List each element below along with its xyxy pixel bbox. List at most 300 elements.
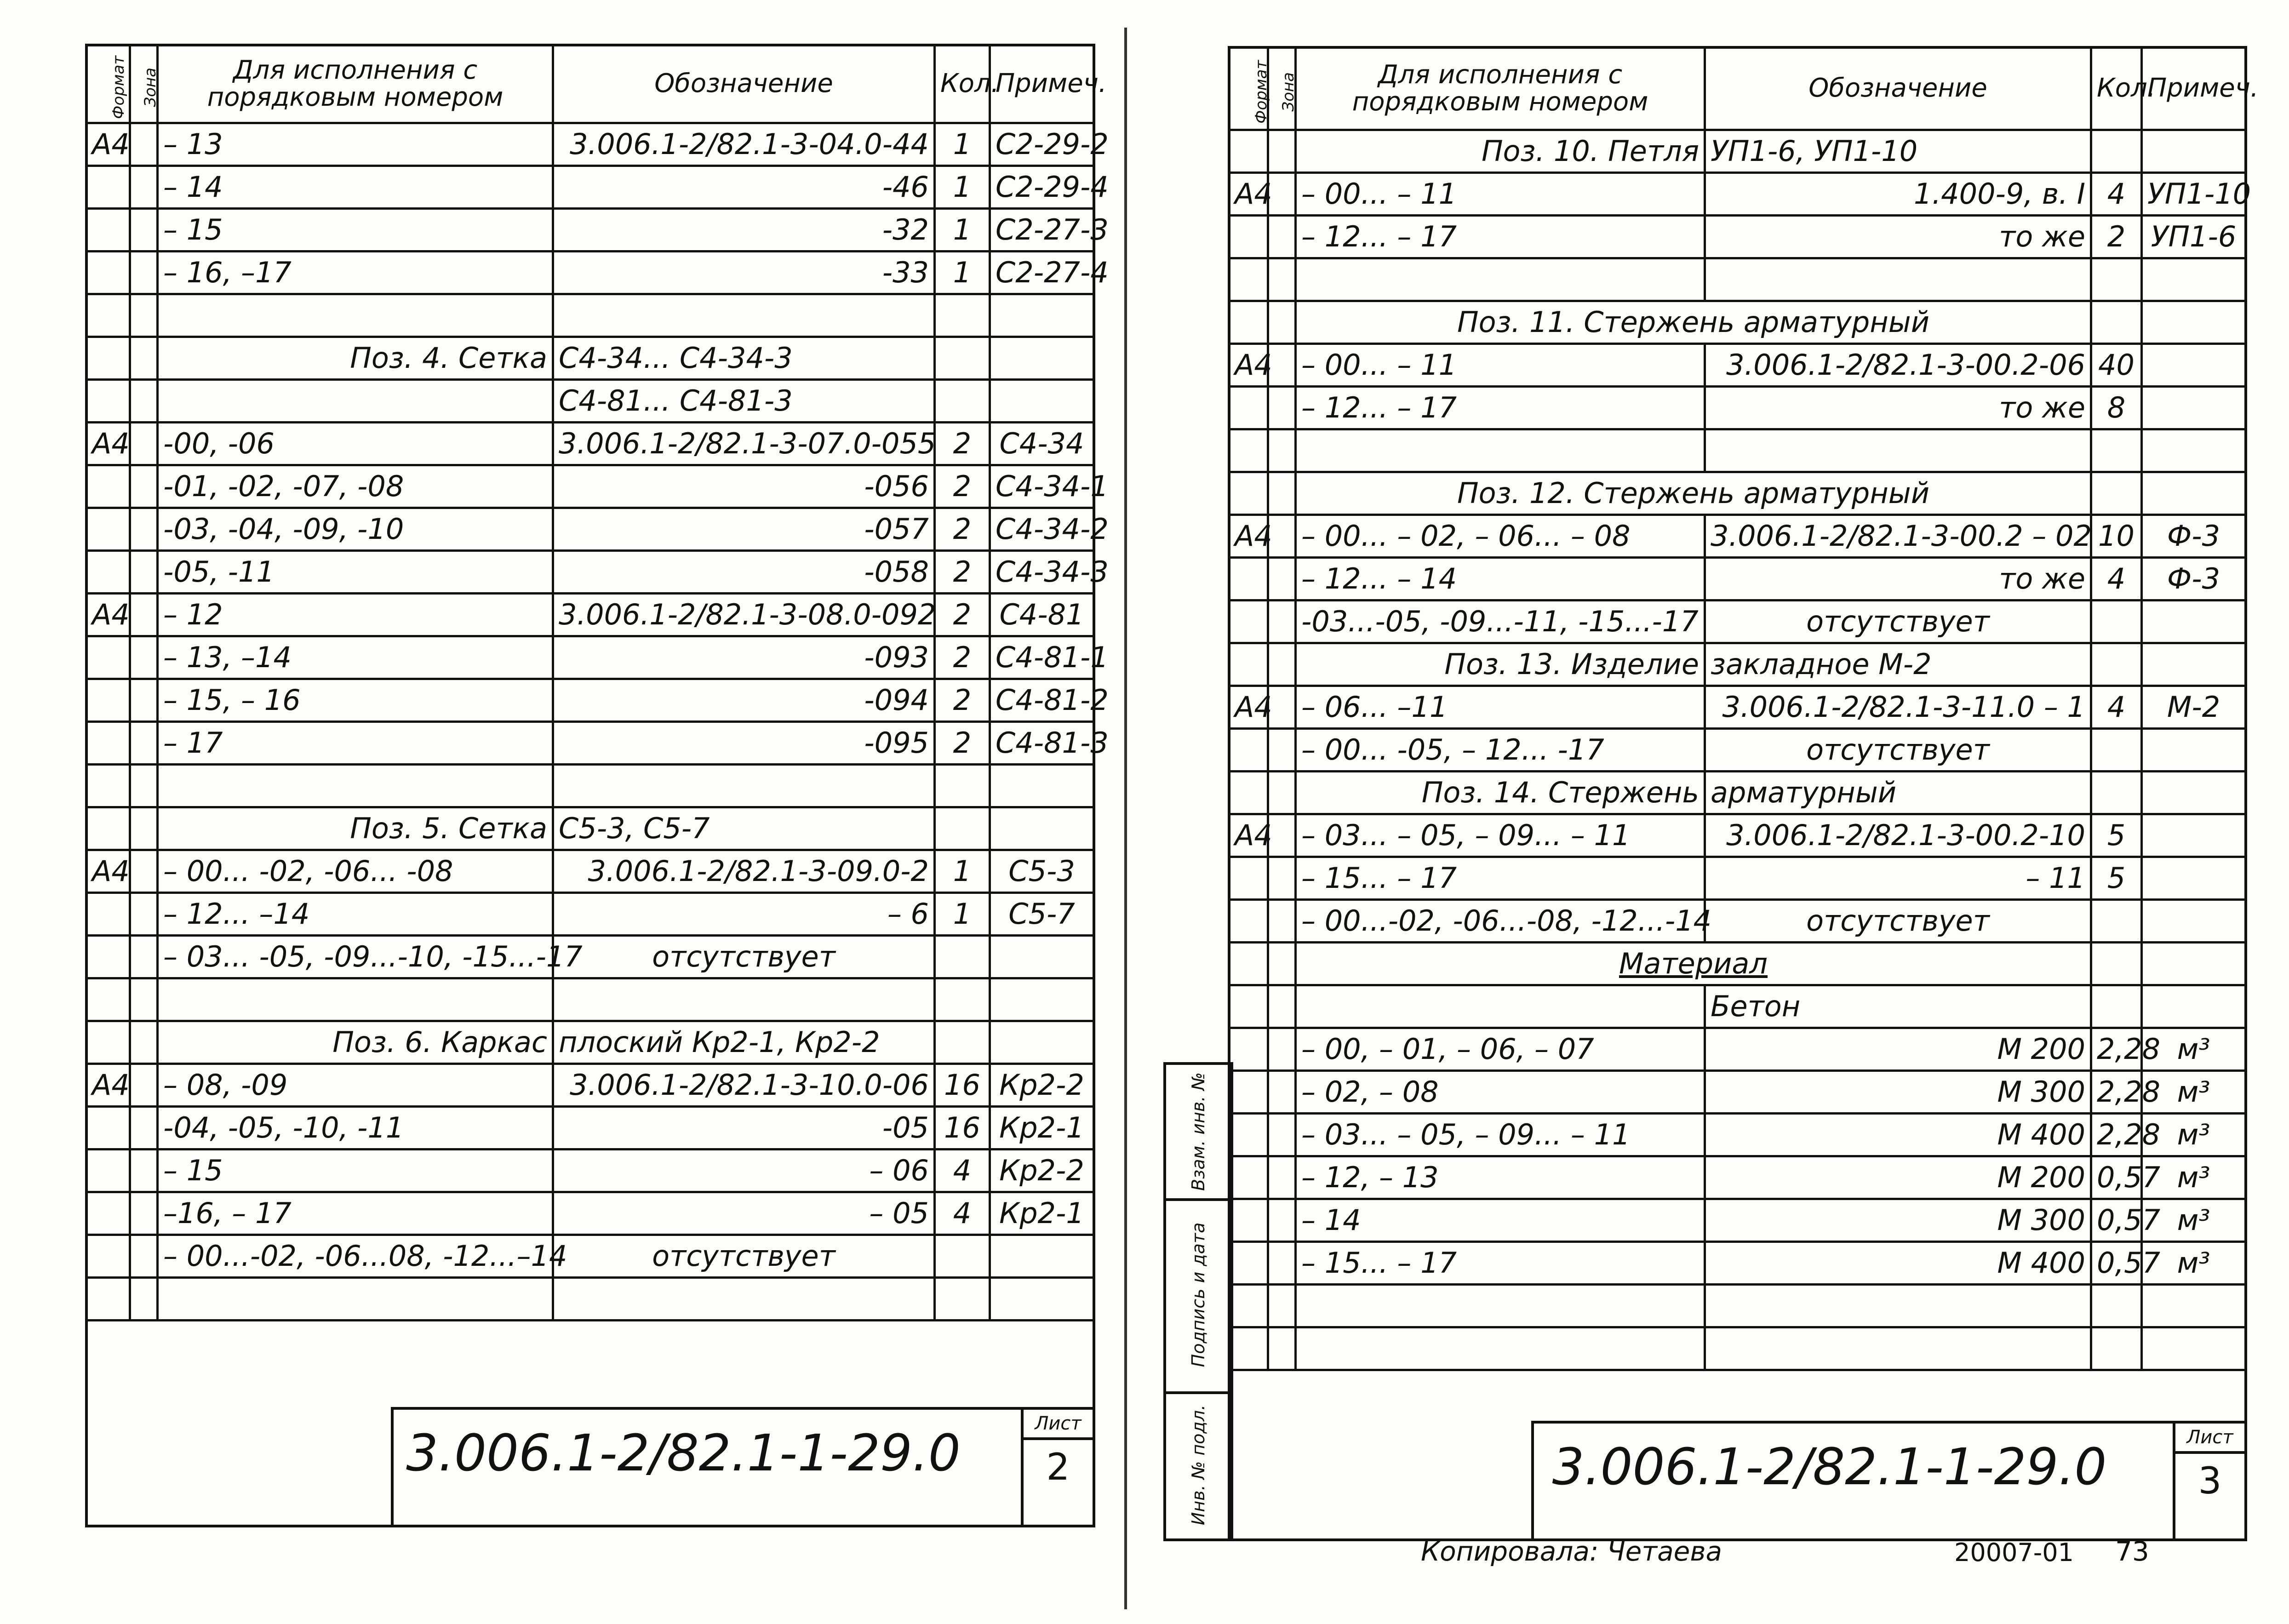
table-row bbox=[86, 294, 1094, 337]
cell-variant: – 03... – 05, – 09... – 11 bbox=[1296, 814, 1705, 857]
cell-variant bbox=[1296, 258, 1705, 301]
cell-format bbox=[1229, 1028, 1268, 1071]
table-row bbox=[1229, 1028, 2246, 1071]
cell-format bbox=[1229, 258, 1268, 301]
table-row bbox=[86, 850, 1094, 893]
cell-zone bbox=[1268, 1242, 1296, 1285]
cell-qty: 10 bbox=[2091, 515, 2142, 558]
cell-variant: – 15... – 17 bbox=[1296, 857, 1705, 900]
cell-note bbox=[990, 1278, 1094, 1321]
sheet-number: 3 bbox=[2173, 1451, 2244, 1538]
cell-qty bbox=[935, 380, 990, 423]
cell-qty: 1 bbox=[935, 166, 990, 209]
cell-designation bbox=[1705, 1327, 2091, 1370]
cell-designation bbox=[553, 1278, 935, 1321]
cell-note: С2-27-3 bbox=[990, 209, 1094, 252]
cell-format bbox=[1229, 1327, 1268, 1370]
cell-variant bbox=[158, 1278, 553, 1321]
cell-designation: С5-3, С5-7 bbox=[553, 807, 935, 850]
cell-qty bbox=[935, 807, 990, 850]
cell-variant: – 00... -05, – 12... -17 bbox=[1296, 729, 1705, 772]
table-row bbox=[1229, 985, 2246, 1028]
sheet-number: 2 bbox=[1021, 1437, 1093, 1525]
cell-note: Кр2-1 bbox=[990, 1192, 1094, 1235]
cell-note: м³ bbox=[2142, 1114, 2246, 1156]
cell-qty bbox=[2091, 772, 2142, 814]
cell-qty bbox=[2091, 643, 2142, 686]
col-zone-header: Зона bbox=[1268, 47, 1296, 130]
cell-designation: М 200 bbox=[1705, 1156, 2091, 1199]
cell-variant bbox=[1296, 1285, 1705, 1327]
cell-note: С4-81 bbox=[990, 594, 1094, 636]
col-format-header: Формат bbox=[86, 45, 130, 123]
cell-zone bbox=[130, 551, 158, 594]
cell-format bbox=[1229, 472, 1268, 515]
cell-format bbox=[86, 936, 130, 978]
cell-note bbox=[990, 765, 1094, 807]
cell-zone bbox=[1268, 943, 1296, 985]
table-row bbox=[1229, 729, 2246, 772]
cell-zone bbox=[1268, 643, 1296, 686]
cell-zone bbox=[1268, 772, 1296, 814]
document-code: 3.006.1-2/82.1-1-29.0 bbox=[406, 1424, 961, 1482]
table-row bbox=[86, 380, 1094, 423]
table-row bbox=[86, 209, 1094, 252]
cell-zone bbox=[130, 1278, 158, 1321]
cell-designation: арматурный bbox=[1705, 772, 2091, 814]
cell-format bbox=[86, 1149, 130, 1192]
cell-qty bbox=[2091, 130, 2142, 173]
cell-note bbox=[2142, 900, 2246, 943]
cell-zone bbox=[130, 465, 158, 508]
cell-designation: – 05 bbox=[553, 1192, 935, 1235]
cell-qty bbox=[935, 337, 990, 380]
side-stamp-column bbox=[1163, 1062, 1233, 1541]
cell-format bbox=[86, 252, 130, 294]
cell-zone bbox=[130, 252, 158, 294]
cell-note bbox=[2142, 600, 2246, 643]
cell-zone bbox=[130, 508, 158, 551]
cell-note bbox=[2142, 814, 2246, 857]
cell-zone bbox=[1268, 258, 1296, 301]
cell-qty: 2 bbox=[935, 679, 990, 722]
cell-format: А4 bbox=[1229, 344, 1268, 387]
cell-qty: 2,28 bbox=[2091, 1114, 2142, 1156]
table-row bbox=[86, 936, 1094, 978]
cell-variant: Поз. 10. Петля bbox=[1296, 130, 1705, 173]
table-row bbox=[1229, 1114, 2246, 1156]
table-row bbox=[86, 722, 1094, 765]
cell-variant: – 00...-02, -06...-08, -12...-14 bbox=[1296, 900, 1705, 943]
cell-variant: – 16, –17 bbox=[158, 252, 553, 294]
table-row bbox=[1229, 1327, 2246, 1370]
table-row bbox=[1229, 772, 2246, 814]
cell-format bbox=[86, 508, 130, 551]
cell-note: М-2 bbox=[2142, 686, 2246, 729]
table-row bbox=[1229, 1285, 2246, 1327]
cell-zone bbox=[1268, 1156, 1296, 1199]
cell-designation: то же bbox=[1705, 387, 2091, 429]
cell-zone bbox=[1268, 216, 1296, 258]
col-designation-header: Обозначение bbox=[553, 45, 935, 123]
cell-format bbox=[86, 209, 130, 252]
cell-designation: закладное М-2 bbox=[1705, 643, 2091, 686]
cell-variant: – 08, -09 bbox=[158, 1064, 553, 1107]
table-row bbox=[1229, 686, 2246, 729]
col-designation-header: Обозначение bbox=[1705, 47, 2091, 130]
cell-format bbox=[86, 893, 130, 936]
cell-zone bbox=[130, 294, 158, 337]
cell-variant: – 00... – 11 bbox=[1296, 173, 1705, 216]
cell-designation: -058 bbox=[553, 551, 935, 594]
cell-zone bbox=[1268, 600, 1296, 643]
table-row bbox=[1229, 943, 2246, 985]
cell-variant: – 03... -05, -09...-10, -15...-17 bbox=[158, 936, 553, 978]
cell-qty bbox=[2091, 472, 2142, 515]
table-row bbox=[1229, 130, 2246, 173]
cell-designation: -33 bbox=[553, 252, 935, 294]
cell-note bbox=[2142, 429, 2246, 472]
cell-note: Кр2-2 bbox=[990, 1064, 1094, 1107]
cell-designation bbox=[553, 294, 935, 337]
cell-variant: -00, -06 bbox=[158, 423, 553, 465]
cell-note bbox=[2142, 729, 2246, 772]
cell-designation: отсутствует bbox=[1705, 600, 2091, 643]
table-row bbox=[1229, 558, 2246, 600]
cell-designation: -094 bbox=[553, 679, 935, 722]
cell-zone bbox=[130, 380, 158, 423]
cell-format bbox=[1229, 985, 1268, 1028]
cell-format bbox=[1229, 643, 1268, 686]
table-row bbox=[86, 807, 1094, 850]
table-row bbox=[1229, 643, 2246, 686]
cell-variant bbox=[158, 765, 553, 807]
cell-format: А4 bbox=[86, 850, 130, 893]
cell-variant: – 00, – 01, – 06, – 07 bbox=[1296, 1028, 1705, 1071]
cell-format bbox=[1229, 301, 1268, 344]
cell-zone bbox=[130, 636, 158, 679]
cell-variant: – 13 bbox=[158, 123, 553, 166]
cell-format bbox=[1229, 1199, 1268, 1242]
cell-qty bbox=[2091, 429, 2142, 472]
cell-note bbox=[990, 1235, 1094, 1278]
cell-variant: -04, -05, -10, -11 bbox=[158, 1107, 553, 1149]
cell-zone bbox=[1268, 387, 1296, 429]
cell-note bbox=[2142, 258, 2246, 301]
cell-variant bbox=[158, 978, 553, 1021]
cell-section-title: Материал bbox=[1296, 943, 2091, 985]
cell-zone bbox=[1268, 1285, 1296, 1327]
cell-variant: -03, -04, -09, -10 bbox=[158, 508, 553, 551]
cell-zone bbox=[1268, 472, 1296, 515]
cell-designation: -05 bbox=[553, 1107, 935, 1149]
cell-designation bbox=[553, 978, 935, 1021]
cell-note bbox=[2142, 1327, 2246, 1370]
cell-designation: М 400 bbox=[1705, 1114, 2091, 1156]
cell-qty: 2,28 bbox=[2091, 1028, 2142, 1071]
cell-designation: С4-81... С4-81-3 bbox=[553, 380, 935, 423]
cell-variant: – 14 bbox=[1296, 1199, 1705, 1242]
cell-note: Кр2-2 bbox=[990, 1149, 1094, 1192]
cell-note: Кр2-1 bbox=[990, 1107, 1094, 1149]
cell-note: м³ bbox=[2142, 1199, 2246, 1242]
cell-variant: – 02, – 08 bbox=[1296, 1071, 1705, 1114]
cell-qty: 2 bbox=[935, 551, 990, 594]
cell-zone bbox=[130, 1149, 158, 1192]
table-row bbox=[86, 1278, 1094, 1321]
cell-qty: 5 bbox=[2091, 857, 2142, 900]
table-row bbox=[86, 166, 1094, 209]
cell-qty: 16 bbox=[935, 1107, 990, 1149]
cell-zone bbox=[1268, 857, 1296, 900]
cell-format bbox=[86, 722, 130, 765]
col-note-header: Примеч. bbox=[2142, 47, 2246, 130]
cell-designation: – 11 bbox=[1705, 857, 2091, 900]
cell-note: Ф-3 bbox=[2142, 515, 2246, 558]
cell-zone bbox=[130, 850, 158, 893]
cell-note bbox=[990, 978, 1094, 1021]
cell-note: м³ bbox=[2142, 1028, 2246, 1071]
cell-note bbox=[990, 807, 1094, 850]
cell-qty: 2 bbox=[935, 722, 990, 765]
cell-note: С4-34-3 bbox=[990, 551, 1094, 594]
cell-designation: 3.006.1-2/82.1-3-11.0 – 1 bbox=[1705, 686, 2091, 729]
cell-variant bbox=[1296, 1327, 1705, 1370]
cell-designation: С4-34... С4-34-3 bbox=[553, 337, 935, 380]
cell-variant bbox=[158, 380, 553, 423]
table-row bbox=[1229, 258, 2246, 301]
table-row bbox=[1229, 472, 2246, 515]
cell-format bbox=[86, 679, 130, 722]
cell-variant: – 06... –11 bbox=[1296, 686, 1705, 729]
cell-format bbox=[1229, 1071, 1268, 1114]
cell-zone bbox=[130, 679, 158, 722]
cell-zone bbox=[1268, 130, 1296, 173]
cell-format bbox=[1229, 429, 1268, 472]
table-row bbox=[86, 679, 1094, 722]
cell-format bbox=[1229, 1242, 1268, 1285]
cell-variant: Поз. 13. Изделие bbox=[1296, 643, 1705, 686]
cell-qty: 0,57 bbox=[2091, 1199, 2142, 1242]
cell-format bbox=[86, 1192, 130, 1235]
table-row bbox=[86, 978, 1094, 1021]
table-row bbox=[86, 252, 1094, 294]
cell-zone bbox=[130, 209, 158, 252]
sheet-label: Лист bbox=[1021, 1410, 1093, 1440]
table-row bbox=[1229, 1156, 2246, 1199]
cell-qty: 8 bbox=[2091, 387, 2142, 429]
cell-variant: – 00... -02, -06... -08 bbox=[158, 850, 553, 893]
cell-format bbox=[86, 765, 130, 807]
cell-designation: -056 bbox=[553, 465, 935, 508]
cell-designation: – 06 bbox=[553, 1149, 935, 1192]
cell-designation: 3.006.1-2/82.1-3-08.0-092 bbox=[553, 594, 935, 636]
cell-qty: 4 bbox=[2091, 173, 2142, 216]
cell-designation bbox=[553, 765, 935, 807]
cell-qty: 1 bbox=[935, 123, 990, 166]
cell-note bbox=[990, 1021, 1094, 1064]
table-row bbox=[86, 123, 1094, 166]
side-cell-inventory: Инв. № подл. bbox=[1188, 1404, 1208, 1526]
cell-note: С5-3 bbox=[990, 850, 1094, 893]
cell-designation: Бетон bbox=[1705, 985, 2091, 1028]
cell-format bbox=[1229, 943, 1268, 985]
cell-designation: 3.006.1-2/82.1-3-00.2 – 02 bbox=[1705, 515, 2091, 558]
cell-designation bbox=[1705, 1285, 2091, 1327]
cell-note bbox=[2142, 1285, 2246, 1327]
col-qty-header: Кол. bbox=[935, 45, 990, 123]
cell-designation: 3.006.1-2/82.1-3-04.0-44 bbox=[553, 123, 935, 166]
cell-qty bbox=[2091, 1285, 2142, 1327]
cell-format: А4 bbox=[86, 423, 130, 465]
cell-qty bbox=[2091, 1327, 2142, 1370]
cell-note: С5-7 bbox=[990, 893, 1094, 936]
cell-variant: – 12 bbox=[158, 594, 553, 636]
cell-designation: -32 bbox=[553, 209, 935, 252]
cell-zone bbox=[1268, 1071, 1296, 1114]
cell-zone bbox=[130, 123, 158, 166]
cell-variant: – 12... – 17 bbox=[1296, 216, 1705, 258]
cell-qty bbox=[935, 936, 990, 978]
cell-designation: 3.006.1-2/82.1-3-09.0-2 bbox=[553, 850, 935, 893]
cell-zone bbox=[130, 1021, 158, 1064]
cell-qty: 4 bbox=[935, 1192, 990, 1235]
table-row bbox=[86, 337, 1094, 380]
cell-qty: 16 bbox=[935, 1064, 990, 1107]
cell-note: С4-81-3 bbox=[990, 722, 1094, 765]
cell-designation: -093 bbox=[553, 636, 935, 679]
cell-note: С2-27-4 bbox=[990, 252, 1094, 294]
cell-zone bbox=[130, 1235, 158, 1278]
cell-format bbox=[86, 465, 130, 508]
cell-qty: 4 bbox=[2091, 686, 2142, 729]
cell-note: С4-34 bbox=[990, 423, 1094, 465]
cell-qty bbox=[2091, 943, 2142, 985]
cell-variant: Поз. 4. Сетка bbox=[158, 337, 553, 380]
cell-format: А4 bbox=[86, 1064, 130, 1107]
cell-note bbox=[2142, 344, 2246, 387]
cell-qty bbox=[935, 1278, 990, 1321]
table-row bbox=[1229, 515, 2246, 558]
cell-section-title: Поз. 12. Стержень арматурный bbox=[1296, 472, 2091, 515]
cell-format: А4 bbox=[1229, 814, 1268, 857]
table-row bbox=[86, 1107, 1094, 1149]
cell-note: С4-34-1 bbox=[990, 465, 1094, 508]
col-variant-header: Для исполнения с порядковым номером bbox=[1296, 47, 1705, 130]
cell-zone bbox=[1268, 429, 1296, 472]
table-row bbox=[86, 765, 1094, 807]
cell-designation: 3.006.1-2/82.1-3-00.2-06 bbox=[1705, 344, 2091, 387]
cell-qty bbox=[2091, 600, 2142, 643]
cell-format: А4 bbox=[86, 594, 130, 636]
cell-designation: -057 bbox=[553, 508, 935, 551]
cell-format bbox=[86, 636, 130, 679]
cell-note bbox=[2142, 643, 2246, 686]
right-title-stamp bbox=[1531, 1421, 2247, 1541]
order-number: 20007-01 bbox=[1954, 1538, 2074, 1567]
cell-designation: 1.400-9, в. I bbox=[1705, 173, 2091, 216]
cell-designation: -46 bbox=[553, 166, 935, 209]
cell-designation: отсутствует bbox=[1705, 900, 2091, 943]
table-row bbox=[1229, 344, 2246, 387]
cell-designation: отсутствует bbox=[553, 936, 935, 978]
page-divider bbox=[1124, 28, 1127, 1609]
cell-zone bbox=[130, 893, 158, 936]
cell-variant: – 12... – 17 bbox=[1296, 387, 1705, 429]
cell-designation: отсутствует bbox=[553, 1235, 935, 1278]
cell-format: А4 bbox=[1229, 173, 1268, 216]
table-row bbox=[1229, 900, 2246, 943]
cell-format bbox=[86, 294, 130, 337]
cell-note bbox=[2142, 772, 2246, 814]
cell-format bbox=[1229, 729, 1268, 772]
cell-variant: – 14 bbox=[158, 166, 553, 209]
cell-designation: плоский Кр2-1, Кр2-2 bbox=[553, 1021, 935, 1064]
cell-zone bbox=[130, 765, 158, 807]
cell-zone bbox=[130, 1192, 158, 1235]
col-variant-header: Для исполнения с порядковым номером bbox=[158, 45, 553, 123]
side-cell-replacement: Взам. инв. № bbox=[1166, 1065, 1230, 1201]
cell-format bbox=[1229, 387, 1268, 429]
cell-note bbox=[990, 380, 1094, 423]
col-qty-header: Кол. bbox=[2091, 47, 2142, 130]
cell-variant: – 00...-02, -06...08, -12...–14 bbox=[158, 1235, 553, 1278]
cell-variant: Поз. 5. Сетка bbox=[158, 807, 553, 850]
document-code: 3.006.1-2/82.1-1-29.0 bbox=[1552, 1437, 2107, 1496]
cell-qty: 2 bbox=[935, 594, 990, 636]
cell-format: А4 bbox=[1229, 515, 1268, 558]
cell-qty bbox=[935, 1235, 990, 1278]
cell-note: С4-81-1 bbox=[990, 636, 1094, 679]
cell-format bbox=[1229, 772, 1268, 814]
cell-note: С4-81-2 bbox=[990, 679, 1094, 722]
cell-format bbox=[86, 380, 130, 423]
cell-zone bbox=[130, 978, 158, 1021]
table-row bbox=[86, 594, 1094, 636]
cell-note bbox=[2142, 857, 2246, 900]
cell-note: С4-34-2 bbox=[990, 508, 1094, 551]
cell-qty: 2 bbox=[935, 508, 990, 551]
cell-variant: – 15 bbox=[158, 209, 553, 252]
cell-variant bbox=[158, 294, 553, 337]
cell-qty: 2 bbox=[2091, 216, 2142, 258]
cell-note: С2-29-2 bbox=[990, 123, 1094, 166]
cell-zone bbox=[1268, 985, 1296, 1028]
cell-variant: Поз. 14. Стержень bbox=[1296, 772, 1705, 814]
table-row bbox=[86, 465, 1094, 508]
table-row bbox=[86, 1235, 1094, 1278]
cell-note bbox=[2142, 943, 2246, 985]
cell-note bbox=[2142, 130, 2246, 173]
cell-note: Ф-3 bbox=[2142, 558, 2246, 600]
cell-qty bbox=[935, 1021, 990, 1064]
cell-zone bbox=[130, 807, 158, 850]
cell-zone bbox=[1268, 1114, 1296, 1156]
cell-variant: Поз. 6. Каркас bbox=[158, 1021, 553, 1064]
cell-format bbox=[1229, 600, 1268, 643]
table-row bbox=[86, 1149, 1094, 1192]
table-row bbox=[86, 508, 1094, 551]
cell-qty: 5 bbox=[2091, 814, 2142, 857]
cell-qty: 1 bbox=[935, 893, 990, 936]
cell-zone bbox=[130, 423, 158, 465]
cell-format bbox=[86, 166, 130, 209]
cell-variant: – 00... – 02, – 06... – 08 bbox=[1296, 515, 1705, 558]
cell-qty: 1 bbox=[935, 252, 990, 294]
cell-zone bbox=[1268, 301, 1296, 344]
cell-format bbox=[86, 1021, 130, 1064]
table-row bbox=[1229, 1199, 2246, 1242]
